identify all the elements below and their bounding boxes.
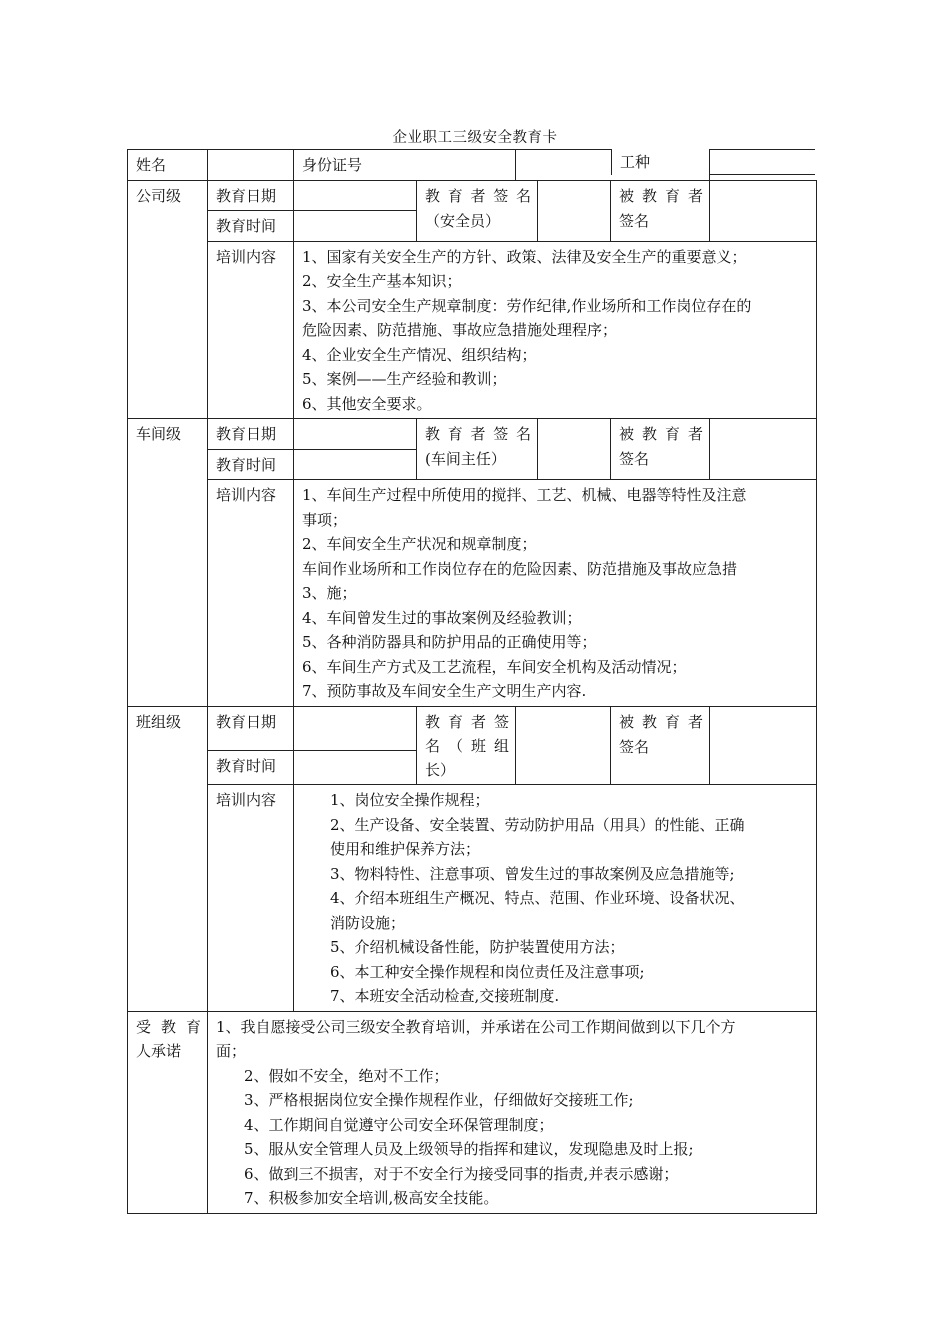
pledge-item: 3、严格根据岗位安全操作规程作业，仔细做好交接班工作;	[244, 1091, 634, 1109]
team-time-field[interactable]	[294, 751, 417, 785]
team-item: 4、介绍本班组生产概况、特点、范围、作业环境、设备状况、	[330, 889, 745, 907]
company-item: 2、安全生产基本知识；	[302, 272, 462, 290]
workshop-content	[294, 480, 817, 707]
pledge-content	[208, 1011, 817, 1213]
workshop-item: 车间作业场所和工作岗位存在的危险因素、防范措施及事故应急措	[302, 559, 738, 578]
team-trainee-line-2: 签名	[619, 738, 650, 756]
card-title: 企业职工三级安全教育卡	[392, 130, 558, 146]
workshop-level-label: 车间级	[128, 419, 208, 707]
team-item: 使用和维护保养方法；	[330, 840, 481, 858]
company-educator-label	[417, 180, 538, 241]
team-item: 5、介绍机械设备性能，防护装置使用方法；	[330, 938, 625, 956]
team-date-field[interactable]	[294, 707, 417, 751]
pledge-item: 1、我自愿接受公司三级安全教育培训，并承诺在公司工作期间做到以下几个方	[216, 1017, 736, 1036]
team-date-label: 教育日期	[208, 707, 294, 751]
workshop-item: 4、车间曾发生过的事故案例及经验教训；	[302, 608, 582, 627]
pledge-item: 面；	[216, 1042, 247, 1060]
workshop-educator-label	[417, 419, 538, 480]
team-level-label: 班组级	[128, 707, 208, 1012]
workshop-content-label: 培训内容	[208, 480, 294, 707]
workshop-date-field[interactable]	[294, 419, 417, 450]
team-trainee-label	[611, 707, 710, 785]
job-field[interactable]	[709, 149, 815, 175]
workshop-item: 5、各种消防器具和防护用品的正确使用等；	[302, 633, 597, 651]
workshop-item: 3、施；	[302, 584, 357, 602]
team-item: 3、物料特性、注意事项、曾发生过的事故案例及应急措施等;	[330, 864, 735, 883]
id-label: 身份证号	[294, 150, 516, 181]
job-label-cell	[611, 149, 709, 175]
workshop-trainee-signature[interactable]	[710, 419, 817, 480]
team-educator-label	[417, 707, 516, 785]
workshop-trainee-line-1: 被 教 育 者	[619, 425, 704, 443]
pledge-item: 2、假如不安全，绝对不工作；	[244, 1066, 449, 1085]
team-educator-line-3: 长）	[425, 761, 456, 779]
company-trainee-signature[interactable]	[710, 180, 817, 241]
team-item: 6、本工种安全操作规程和岗位责任及注意事项;	[330, 962, 645, 981]
pledge-item: 5、服从安全管理人员及上级领导的指挥和建议，发现隐患及时上报;	[244, 1140, 694, 1158]
company-content-label: 培训内容	[208, 241, 294, 419]
workshop-educator-signature[interactable]	[538, 419, 611, 480]
company-item: 5、案例——生产经验和教训；	[302, 370, 507, 388]
company-time-field[interactable]	[294, 211, 417, 242]
workshop-item: 2、车间安全生产状况和规章制度；	[302, 535, 537, 553]
company-educator-line-2: （安全员）	[425, 211, 501, 230]
company-trainee-line-2: 签名	[619, 211, 650, 230]
workshop-date-label: 教育日期	[208, 419, 294, 450]
company-date-label: 教育日期	[208, 180, 294, 211]
pledge-label-line-2: 人承诺	[136, 1042, 182, 1060]
workshop-trainee-line-2: 签名	[619, 450, 650, 468]
company-date-field[interactable]	[294, 180, 417, 211]
workshop-item: 1、车间生产过程中所使用的搅拌、工艺、机械、电器等特性及注意	[302, 486, 747, 504]
team-educator-line-2: 名 （ 班 组	[425, 737, 510, 755]
team-item: 2、生产设备、安全装置、劳动防护用品（用具）的性能、正确	[330, 815, 745, 834]
company-item: 1、国家有关安全生产的方针、政策、法律及安全生产的重要意义；	[302, 247, 747, 266]
company-item: 6、其他安全要求。	[302, 394, 432, 413]
workshop-item: 事项；	[302, 510, 348, 529]
company-item: 3、本公司安全生产规章制度：劳作纪律,作业场所和工作岗位存在的	[302, 296, 752, 315]
workshop-educator-line-2: (车间主任）	[425, 450, 506, 468]
pledge-label	[128, 1011, 208, 1213]
team-content-label: 培训内容	[208, 785, 294, 1012]
team-time-label: 教育时间	[208, 751, 294, 785]
pledge-item: 6、做到三不损害，对于不安全行为接受同事的指责,并表示感谢；	[244, 1164, 679, 1183]
team-item: 7、本班安全活动检查,交接班制度.	[330, 987, 560, 1005]
company-educator-line-1: 教 育 者 签 名	[425, 186, 532, 205]
team-educator-line-1: 教 育 者 签	[425, 713, 510, 731]
team-content	[294, 785, 817, 1012]
company-time-label: 教育时间	[208, 211, 294, 242]
workshop-time-field[interactable]	[294, 449, 417, 480]
workshop-time-label: 教育时间	[208, 449, 294, 480]
team-item: 1、岗位安全操作规程；	[330, 791, 490, 809]
team-item: 消防设施；	[330, 913, 406, 932]
team-trainee-signature[interactable]	[710, 707, 817, 785]
job-label: 工种	[620, 153, 651, 171]
education-card-table	[127, 149, 817, 1214]
company-item: 4、企业安全生产情况、组织结构；	[302, 345, 537, 364]
team-educator-signature[interactable]	[516, 707, 611, 785]
workshop-item: 6、车间生产方式及工艺流程，车间安全机构及活动情况；	[302, 657, 687, 676]
workshop-trainee-label	[611, 419, 710, 480]
company-level-label: 公司级	[128, 180, 208, 419]
company-content	[294, 241, 817, 419]
company-trainee-line-1: 被 教 育 者	[619, 186, 704, 205]
company-educator-signature[interactable]	[538, 180, 611, 241]
workshop-item: 7、预防事故及车间安全生产文明生产内容.	[302, 682, 587, 700]
pledge-item: 4、工作期间自觉遵守公司安全环保管理制度；	[244, 1115, 554, 1134]
name-label: 姓名	[128, 150, 208, 181]
pledge-label-line-1: 受 教 育	[136, 1017, 201, 1036]
company-item: 危险因素、防范措施、事故应急措施处理程序；	[302, 321, 618, 339]
pledge-item: 7、积极参加安全培训,极高安全技能。	[244, 1189, 499, 1207]
workshop-educator-line-1: 教 育 者 签 名	[425, 425, 532, 443]
name-field[interactable]	[208, 150, 294, 181]
company-trainee-label	[611, 180, 710, 241]
team-trainee-line-1: 被 教 育 者	[619, 713, 704, 731]
